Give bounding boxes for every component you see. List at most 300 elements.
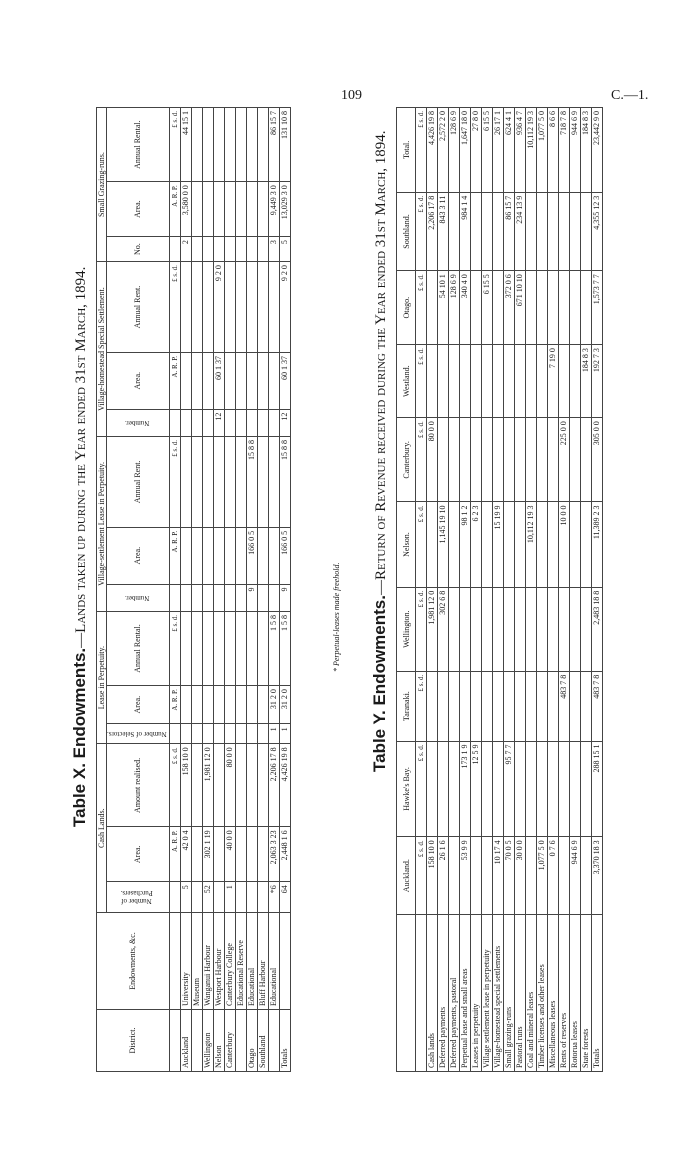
table-cell: Perpetual lease and small areas <box>460 915 471 1072</box>
group-village-homestead: Village-homestead Special Settlement. <box>97 262 107 437</box>
table-cell <box>526 192 537 271</box>
table-cell <box>235 527 246 584</box>
units-cell: £ s. d. <box>416 502 427 587</box>
table-cell: 30 0 0 <box>515 837 526 915</box>
col-number: Number. <box>124 418 149 427</box>
table-cell: 12 5 9 <box>471 741 482 837</box>
table-cell: 86 15 7 <box>268 108 279 182</box>
table-cell <box>427 502 438 587</box>
table-cell <box>202 237 213 262</box>
table-cell: Timber licenses and other leases <box>537 915 548 1072</box>
table-cell: 158 10 0 <box>180 744 191 827</box>
table-cell <box>449 587 460 671</box>
table-cell: 27 8 0 <box>471 108 482 193</box>
table-cell <box>581 418 592 502</box>
table-cell: 1,077 5 0 <box>537 837 548 915</box>
col-number: Number. <box>124 593 149 602</box>
table-cell <box>180 611 191 685</box>
table-cell <box>224 724 235 744</box>
table-cell <box>537 418 548 502</box>
group-village-settlement: Village-settlement Lease in Perpetuity. <box>97 436 107 611</box>
table-cell: Village settlement lease in perpetuity <box>482 915 493 1072</box>
table-cell: 6 15 5 <box>482 108 493 193</box>
table-cell: Small grazing-runs <box>504 915 515 1072</box>
table-cell <box>257 611 268 685</box>
col-no: No. <box>107 237 170 262</box>
table-cell <box>438 741 449 837</box>
table-cell: 6 2 3 <box>471 502 482 587</box>
table-cell: Miscellaneous leases <box>548 915 559 1072</box>
table-cell <box>246 686 257 724</box>
table-cell: 1,647 18 0 <box>460 108 471 193</box>
totals-cell: Totals <box>279 1010 290 1072</box>
table-cell: 302 1 19 <box>202 827 213 882</box>
table-cell <box>213 108 224 182</box>
col-endowments: Endowments, &c. <box>97 913 170 1010</box>
totals-cell: 15 8 8 <box>279 436 290 527</box>
table-cell: Rents of reserves <box>559 915 570 1072</box>
table-cell: 80 0 0 <box>224 744 235 827</box>
table-cell <box>191 436 202 527</box>
table-cell: 15 8 8 <box>246 436 257 527</box>
table-y-subtitle: —Return of Revenue received during the Year ended 31st March, 1894. <box>373 130 389 596</box>
table-cell: 1 <box>224 882 235 913</box>
table-y-title: Table Y. Endowments. <box>370 595 389 772</box>
table-cell <box>559 837 570 915</box>
totals-cell: 13,029 3 0 <box>279 182 290 237</box>
table-cell <box>191 108 202 182</box>
table-cell <box>235 237 246 262</box>
table-row <box>449 108 460 1072</box>
units-cell: £ s. d. <box>416 587 427 671</box>
table-cell <box>191 882 202 913</box>
table-cell <box>570 418 581 502</box>
table-cell <box>257 724 268 744</box>
table-cell <box>493 418 504 502</box>
table-cell <box>257 527 268 584</box>
table-cell <box>460 671 471 741</box>
table-cell: 671 10 10 <box>515 271 526 345</box>
table-cell <box>268 409 279 436</box>
table-cell <box>526 587 537 671</box>
col-area: Area. <box>107 182 170 237</box>
table-cell <box>224 436 235 527</box>
table-cell <box>180 686 191 724</box>
table-cell <box>504 418 515 502</box>
table-cell <box>235 108 246 182</box>
table-cell: 52 <box>202 882 213 913</box>
table-cell <box>213 237 224 262</box>
table-cell <box>537 741 548 837</box>
table-cell <box>180 436 191 527</box>
table-row <box>460 108 471 1072</box>
table-cell: 624 4 1 <box>504 108 515 193</box>
page-number: 109 <box>341 88 362 103</box>
table-cell: 1,077 5 0 <box>537 108 548 193</box>
table-cell: 1,981 12 0 <box>427 587 438 671</box>
table-cell <box>191 182 202 237</box>
totals-row <box>279 108 290 1072</box>
units-cell: £ s. d. <box>416 418 427 502</box>
table-cell <box>526 837 537 915</box>
table-cell: 944 6 9 <box>570 837 581 915</box>
table-cell: Leases in perpetuity <box>471 915 482 1072</box>
table-cell <box>581 671 592 741</box>
table-cell <box>180 262 191 353</box>
totals-cell: 166 0 5 <box>279 527 290 584</box>
table-cell: Canterbury <box>224 1010 235 1072</box>
table-cell <box>482 671 493 741</box>
group-cash-lands: Cash Lands. <box>97 744 107 913</box>
table-row <box>257 108 268 1072</box>
table-cell <box>537 671 548 741</box>
table-cell <box>482 192 493 271</box>
table-cell <box>449 502 460 587</box>
totals-cell: 64 <box>279 882 290 913</box>
table-cell: 98 1 2 <box>460 502 471 587</box>
totals-cell <box>279 913 290 1010</box>
table-cell: 95 7 7 <box>504 741 515 837</box>
table-cell: 70 0 5 <box>504 837 515 915</box>
table-cell: Educational <box>246 913 257 1010</box>
table-cell <box>504 587 515 671</box>
table-cell: 2,206 17 8 <box>268 744 279 827</box>
column-header: Taranaki. <box>397 671 416 741</box>
table-cell <box>471 271 482 345</box>
totals-cell: 2,483 18 8 <box>592 587 603 671</box>
table-cell <box>515 418 526 502</box>
table-cell: 302 6 8 <box>438 587 449 671</box>
units-cell <box>416 915 427 1072</box>
table-cell <box>235 409 246 436</box>
table-cell <box>246 409 257 436</box>
table-cell <box>504 502 515 587</box>
table-row <box>213 108 224 1072</box>
table-cell <box>246 827 257 882</box>
table-cell <box>482 587 493 671</box>
table-cell: 234 13 9 <box>515 192 526 271</box>
table-row <box>471 108 482 1072</box>
table-cell: Deferred payments <box>438 915 449 1072</box>
col-area: Area. <box>107 352 170 409</box>
table-cell <box>224 409 235 436</box>
table-cell: 3,580 0 0 <box>180 182 191 237</box>
table-cell <box>559 271 570 345</box>
table-cell <box>235 827 246 882</box>
table-cell <box>224 182 235 237</box>
table-cell <box>202 262 213 353</box>
table-cell <box>235 686 246 724</box>
table-cell <box>427 271 438 345</box>
table-cell <box>213 827 224 882</box>
table-cell <box>235 744 246 827</box>
table-cell <box>449 192 460 271</box>
units-cell: £ s. d. <box>416 192 427 271</box>
table-cell: 9 <box>246 584 257 611</box>
table-cell: 6 15 5 <box>482 271 493 345</box>
table-row <box>180 108 191 1072</box>
totals-cell: 9 2 0 <box>279 262 290 353</box>
table-cell <box>493 192 504 271</box>
table-cell: 42 0 4 <box>180 827 191 882</box>
table-cell <box>191 527 202 584</box>
table-cell <box>438 671 449 741</box>
table-row <box>482 108 493 1072</box>
table-row <box>191 108 202 1072</box>
table-row <box>224 108 235 1072</box>
table-cell <box>224 237 235 262</box>
table-cell <box>559 192 570 271</box>
table-cell <box>515 741 526 837</box>
table-cell <box>268 262 279 353</box>
totals-cell: 483 7 8 <box>592 671 603 741</box>
table-cell <box>449 418 460 502</box>
table-row <box>515 108 526 1072</box>
table-cell <box>581 271 592 345</box>
units-row: A. R. P. £ s. d. A. R. P. £ s. d. A. R. P. £ s. d. A. R. P. £ s. d. A. R. P. £ s. d. <box>169 108 180 1072</box>
table-cell <box>224 686 235 724</box>
col-area: Area. <box>107 827 170 882</box>
units-cell: £ s. d. <box>416 345 427 418</box>
totals-cell: 4,426 19 8 <box>279 744 290 827</box>
table-cell: 483 7 8 <box>559 671 570 741</box>
table-cell <box>235 882 246 913</box>
table-cell <box>548 587 559 671</box>
table-cell: 7 19 0 <box>548 345 559 418</box>
table-row <box>526 108 537 1072</box>
group-small-grazing-runs: Small Grazing-runs. <box>97 108 107 262</box>
table-cell: 340 4 0 <box>460 271 471 345</box>
table-cell <box>268 1010 279 1072</box>
table-cell: 2,572 2 0 <box>438 108 449 193</box>
table-cell: 40 0 0 <box>224 827 235 882</box>
table-cell: 10,112 19 3 <box>526 108 537 193</box>
table-cell <box>482 345 493 418</box>
table-cell <box>235 584 246 611</box>
table-row <box>504 108 515 1072</box>
table-cell <box>191 744 202 827</box>
table-cell <box>202 182 213 237</box>
col-selectors: Number of Selectors. <box>107 729 167 738</box>
table-cell <box>246 611 257 685</box>
table-cell <box>537 345 548 418</box>
table-cell: 0 7 6 <box>548 837 559 915</box>
table-cell <box>471 837 482 915</box>
table-cell: 5 <box>180 882 191 913</box>
table-cell <box>191 237 202 262</box>
table-cell: 2 <box>180 237 191 262</box>
table-row <box>493 108 504 1072</box>
table-x-heading <box>70 267 90 827</box>
table-cell <box>537 271 548 345</box>
table-cell <box>202 527 213 584</box>
table-cell: Wanganui Harbour <box>202 913 213 1010</box>
table-cell <box>570 271 581 345</box>
units-cell: £ s. d. <box>416 741 427 837</box>
table-cell <box>493 271 504 345</box>
table-cell: Wellington <box>202 1010 213 1072</box>
totals-cell: 3,370 18 3 <box>592 837 603 915</box>
table-cell <box>224 108 235 182</box>
table-cell <box>246 237 257 262</box>
table-cell: 158 10 0 <box>427 837 438 915</box>
table-cell <box>235 262 246 353</box>
table-cell <box>202 686 213 724</box>
table-cell <box>427 741 438 837</box>
table-cell: 53 9 9 <box>460 837 471 915</box>
table-cell <box>460 345 471 418</box>
totals-cell: 305 0 0 <box>592 418 603 502</box>
table-cell <box>191 352 202 409</box>
table-cell <box>213 611 224 685</box>
units-cell: £ s. d. <box>416 837 427 915</box>
table-cell <box>493 345 504 418</box>
table-x <box>96 107 291 1072</box>
table-cell <box>224 527 235 584</box>
table-cell <box>213 436 224 527</box>
table-cell <box>449 837 460 915</box>
table-row <box>537 108 548 1072</box>
column-header: Auckland. <box>397 837 416 915</box>
table-cell <box>471 671 482 741</box>
table-cell: 173 1 9 <box>460 741 471 837</box>
table-row <box>581 108 592 1072</box>
table-cell: 1 5 8 <box>268 611 279 685</box>
table-cell <box>515 502 526 587</box>
table-row <box>438 108 449 1072</box>
table-cell <box>213 527 224 584</box>
table-cell <box>257 744 268 827</box>
table-cell: 10 0 0 <box>559 502 570 587</box>
table-cell <box>526 345 537 418</box>
table-cell <box>559 741 570 837</box>
table-cell <box>191 686 202 724</box>
table-row <box>268 108 279 1072</box>
table-cell <box>213 182 224 237</box>
table-cell <box>257 237 268 262</box>
table-cell <box>202 724 213 744</box>
table-x-footnote: * Perpetual-leases made freehold. <box>332 562 341 672</box>
table-cell <box>559 345 570 418</box>
column-header: Total. <box>397 108 416 193</box>
table-cell <box>493 741 504 837</box>
table-cell <box>191 1010 202 1072</box>
table-cell: 80 0 0 <box>427 418 438 502</box>
table-cell <box>246 724 257 744</box>
table-cell <box>224 584 235 611</box>
table-cell <box>246 882 257 913</box>
table-cell: 843 3 11 <box>438 192 449 271</box>
table-cell: Auckland <box>180 1010 191 1072</box>
table-cell: 4,426 19 8 <box>427 108 438 193</box>
table-cell <box>213 686 224 724</box>
table-cell <box>257 882 268 913</box>
table-cell <box>570 587 581 671</box>
table-cell <box>191 611 202 685</box>
column-header: Nelson. <box>397 502 416 587</box>
table-cell: 54 10 1 <box>438 271 449 345</box>
table-cell <box>180 584 191 611</box>
table-cell: 1 <box>268 724 279 744</box>
table-x-title: Table X. Endowments. <box>70 647 89 827</box>
table-cell <box>548 271 559 345</box>
table-cell: 26 17 1 <box>493 108 504 193</box>
table-cell: University <box>180 913 191 1010</box>
table-cell <box>570 192 581 271</box>
table-cell <box>191 262 202 353</box>
table-cell <box>191 409 202 436</box>
totals-cell: 60 1 37 <box>279 352 290 409</box>
table-cell: 12 <box>213 409 224 436</box>
table-cell: Village-homestead special settlements <box>493 915 504 1072</box>
table-cell: Rotorua leases <box>570 915 581 1072</box>
table-cell: Westport Harbour <box>213 913 224 1010</box>
table-cell <box>471 418 482 502</box>
table-cell <box>570 671 581 741</box>
table-cell <box>268 436 279 527</box>
table-cell <box>257 409 268 436</box>
table-cell <box>515 587 526 671</box>
table-cell <box>257 262 268 353</box>
table-cell: Museum <box>191 913 202 1010</box>
totals-cell: 1 5 8 <box>279 611 290 685</box>
table-cell: 944 6 9 <box>570 108 581 193</box>
table-cell <box>257 182 268 237</box>
column-header <box>397 915 416 1072</box>
table-cell <box>246 352 257 409</box>
table-cell <box>180 724 191 744</box>
table-cell <box>180 352 191 409</box>
table-row <box>559 108 570 1072</box>
table-cell <box>235 182 246 237</box>
col-rental: Annual Rental. <box>107 108 170 182</box>
table-cell <box>504 671 515 741</box>
table-cell <box>460 418 471 502</box>
table-cell <box>526 418 537 502</box>
column-header: Otago. <box>397 271 416 345</box>
column-header: Southland. <box>397 192 416 271</box>
table-cell: State forests <box>581 915 592 1072</box>
table-cell <box>548 502 559 587</box>
table-row <box>235 108 246 1072</box>
table-cell <box>548 741 559 837</box>
col-rent: Annual Rent. <box>107 436 170 527</box>
table-cell: *6 <box>268 882 279 913</box>
table-cell <box>235 436 246 527</box>
totals-cell: 288 15 1 <box>592 741 603 837</box>
table-cell: Canterbury College <box>224 913 235 1010</box>
table-cell <box>471 192 482 271</box>
table-cell <box>235 724 246 744</box>
table-cell: 184 8 3 <box>581 108 592 193</box>
table-cell: 15 19 9 <box>493 502 504 587</box>
table-row <box>427 108 438 1072</box>
table-cell: Educational Reserve <box>235 913 246 1010</box>
table-row <box>570 108 581 1072</box>
table-cell <box>493 587 504 671</box>
table-row <box>202 108 213 1072</box>
units-cell: £ s. d. <box>416 108 427 193</box>
col-purchasers: Number of Purchasers. <box>120 889 153 906</box>
page-reference: C.—1. <box>611 88 649 103</box>
col-rent: Annual Rent. <box>107 262 170 353</box>
table-cell: 2,206 17 8 <box>427 192 438 271</box>
col-rental: Annual Rental. <box>107 611 170 685</box>
table-cell: 984 1 4 <box>460 192 471 271</box>
totals-cell: 11,389 2 3 <box>592 502 603 587</box>
table-cell: 8 6 6 <box>548 108 559 193</box>
table-cell: 128 6 9 <box>449 108 460 193</box>
